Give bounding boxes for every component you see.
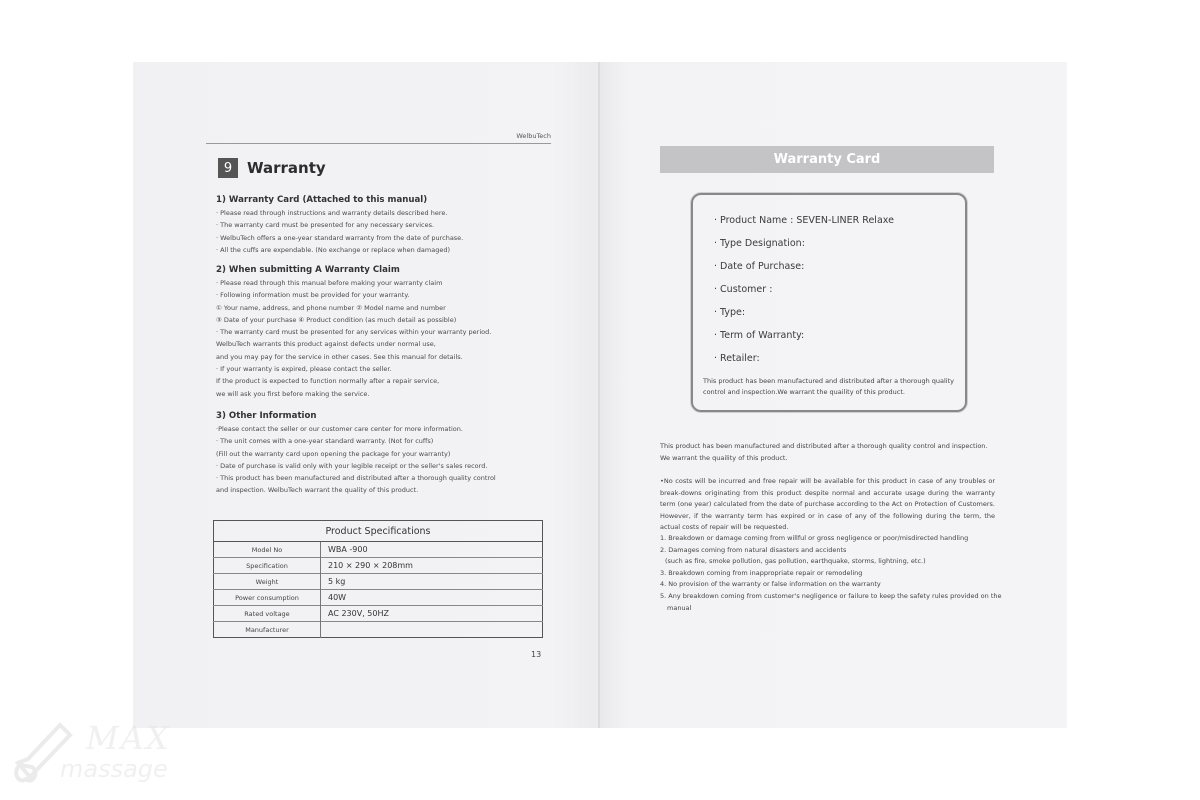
table-row (214, 558, 543, 574)
section-line: · WelbuTech offers a one-year standard warranty from the date of purchase. (216, 233, 464, 242)
card-field-retailer: · Retailer: (714, 353, 760, 364)
section-warranty-claim (216, 265, 516, 400)
exclusions-list (660, 533, 1000, 614)
spec-table-title: Product Specifications (214, 521, 543, 542)
card-field-term-of-warranty: · Term of Warranty: (714, 330, 805, 341)
watermark-text-max: MAX (86, 719, 171, 757)
list-item: 1. Breakdown or damage coming from willful or gross negligence or poor/misdirected handling (660, 534, 969, 542)
header-divider (206, 143, 551, 144)
product-specifications-table (213, 520, 543, 638)
table-row (214, 622, 543, 638)
section-heading: 3) Other Information (216, 411, 317, 421)
left-page (133, 62, 599, 728)
table-row (214, 542, 543, 558)
section-line: · The warranty card must be presented for any services within your warranty period. (216, 328, 492, 337)
section-line: ③ Date of your purchase ④ Product condition (as much detail as possible) (216, 315, 457, 324)
section-line: · This product has been manufactured and distributed after a thorough quality control (216, 474, 496, 483)
spec-value: 5 kg (321, 574, 543, 590)
spec-label: Weight (214, 574, 321, 590)
chapter-title: Warranty (247, 159, 326, 177)
section-line: · All the cuffs are expendable. (No exchange or replace when damaged) (216, 245, 451, 254)
spec-value (321, 622, 543, 638)
section-heading: 2) When submitting A Warranty Claim (216, 265, 400, 275)
section-line: we will ask you first before making the service. (216, 389, 370, 398)
right-page (600, 62, 1067, 728)
spec-label: Rated voltage (214, 606, 321, 622)
table-row (214, 606, 543, 622)
card-field-customer: · Customer : (714, 284, 773, 295)
card-field-date-of-purchase: · Date of Purchase: (714, 261, 805, 272)
page-number: 13 (531, 650, 542, 659)
table-row (214, 574, 543, 590)
section-line: and you may pay for the service in other cases. See this manual for details. (216, 352, 463, 361)
spec-value: 210 × 290 × 208mm (321, 558, 543, 574)
section-heading: 1) Warranty Card (Attached to this manual) (216, 195, 428, 205)
quality-paragraph: This product has been manufactured and distributed after a thorough quality control and inspection. We warrant the quaility of this product. (660, 442, 988, 462)
section-line: (Fill out the warranty card upon opening the package for your warranty) (216, 449, 451, 458)
section-line: · The warranty card must be presented for any necessary services. (216, 221, 435, 230)
section-warranty-card (216, 195, 516, 256)
brand-label: WelbuTech (516, 132, 551, 140)
section-line: WelbuTech warrants this product against defects under normal use, (216, 340, 436, 349)
spec-label: Model No (214, 542, 321, 558)
card-field-type: · Type: (714, 307, 746, 318)
spec-value: AC 230V, 50HZ (321, 606, 543, 622)
list-item: 4. No provision of the warranty or false information on the warranty (660, 580, 881, 589)
watermark-text-massage: massage (60, 755, 168, 783)
spec-label: Specification (214, 558, 321, 574)
card-field-product-name: · Product Name : SEVEN-LINER Relaxe (714, 215, 894, 226)
chapter-number-badge: 9 (218, 158, 238, 178)
section-line: ·Please contact the seller or our customer care center for more information. (216, 425, 463, 433)
section-line: · If your warranty is expired, please contact the seller. (216, 365, 392, 374)
table-row (214, 590, 543, 606)
warranty-card-banner: Warranty Card (660, 146, 994, 173)
section-line: · Please read through this manual before making your warranty claim (216, 279, 443, 287)
free-repair-paragraph: •No costs will be incurred and free repair will be available for this product in case of any troubles or break-downs originating from this product despite normal and accurate usage during the warranty term (one year) calculated from the date of purchase according to the Act on Protection of Customers. However, if the warranty term has expired or in case of any of the following during the term, the actual costs of repair will be requested. (660, 477, 995, 532)
section-other-information (216, 411, 516, 497)
list-item: (such as fire, smoke pollution, gas pollution, earthquake, storms, lightning, etc.) (665, 557, 926, 566)
spec-value: 40W (321, 590, 543, 606)
section-line: · Following information must be provided for your warranty. (216, 291, 410, 300)
section-line: · The unit comes with a one-year standard warranty. (Not for cuffs) (216, 437, 434, 446)
spec-label: Manufacturer (214, 622, 321, 638)
list-item: 3. Breakdown coming from inappropriate repair or remodeling (660, 568, 863, 577)
spec-value: WBA -900 (321, 542, 543, 558)
section-line: and inspection. WelbuTech warrant the quality of this product. (216, 486, 419, 495)
section-line: · Date of purchase is valid only with your legible receipt or the seller's sales record. (216, 461, 488, 470)
card-note: This product has been manufactured and distributed after a thorough quality control and inspection.We warrant the quaility of this product. (703, 377, 955, 396)
section-line: · Please read through instructions and warranty details described here. (216, 209, 448, 217)
section-line: ① Your name, address, and phone number ② Model name and number (216, 303, 446, 312)
list-item: 2. Damages coming from natural disasters and accidents (660, 545, 847, 554)
section-line: If the product is expected to function normally after a repair service, (216, 377, 440, 386)
list-item: manual (667, 603, 692, 612)
spec-label: Power consumption (214, 590, 321, 606)
list-item: 5. Any breakdown coming from customer's negligence or failure to keep the safety rules provided on the (660, 591, 1002, 600)
warranty-card-box (691, 193, 967, 412)
chapter-heading (218, 158, 326, 178)
watermark-logo (8, 715, 188, 795)
card-field-type-designation: · Type Designation: (714, 238, 805, 249)
